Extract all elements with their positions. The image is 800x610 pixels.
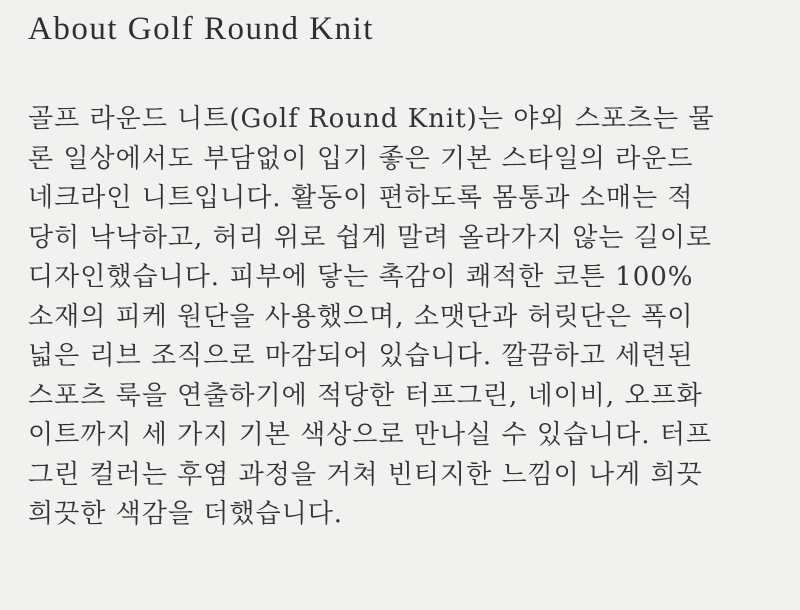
article-body [28,100,778,535]
body-line: 넓은 리브 조직으로 마감되어 있습니다. 깔끔하고 세련된 [28,341,694,371]
body-line: 스포츠 룩을 연출하기에 적당한 터프그린, 네이비, 오프화 [28,380,703,411]
body-line: 골프 라운드 니트(Golf Round Knit)는 야외 스포츠는 물 [28,104,715,134]
body-line: 네크라인 니트입니다. 활동이 편하도록 몸통과 소매는 적 [28,183,694,213]
body-line: 소재의 피케 원단을 사용했으며, 소맷단과 허릿단은 폭이 [28,301,694,332]
body-line: 그린 컬러는 후염 과정을 거쳐 빈티지한 느낌이 나게 희끗 [28,459,703,490]
body-line: 당히 낙낙하고, 허리 위로 쉽게 말려 올라가지 않는 길이로 [28,222,713,253]
body-line: 이트까지 세 가지 기본 색상으로 만나실 수 있습니다. 터프 [28,420,713,450]
page-title: About Golf Round Knit [28,11,374,47]
body-line: 론 일상에서도 부담없이 입기 좋은 기본 스타일의 라운드 [28,143,694,174]
body-line: 희끗한 색감을 더했습니다. [28,499,344,529]
body-line: 디자인했습니다. 피부에 닿는 촉감이 쾌적한 코튼 100% [28,262,694,292]
